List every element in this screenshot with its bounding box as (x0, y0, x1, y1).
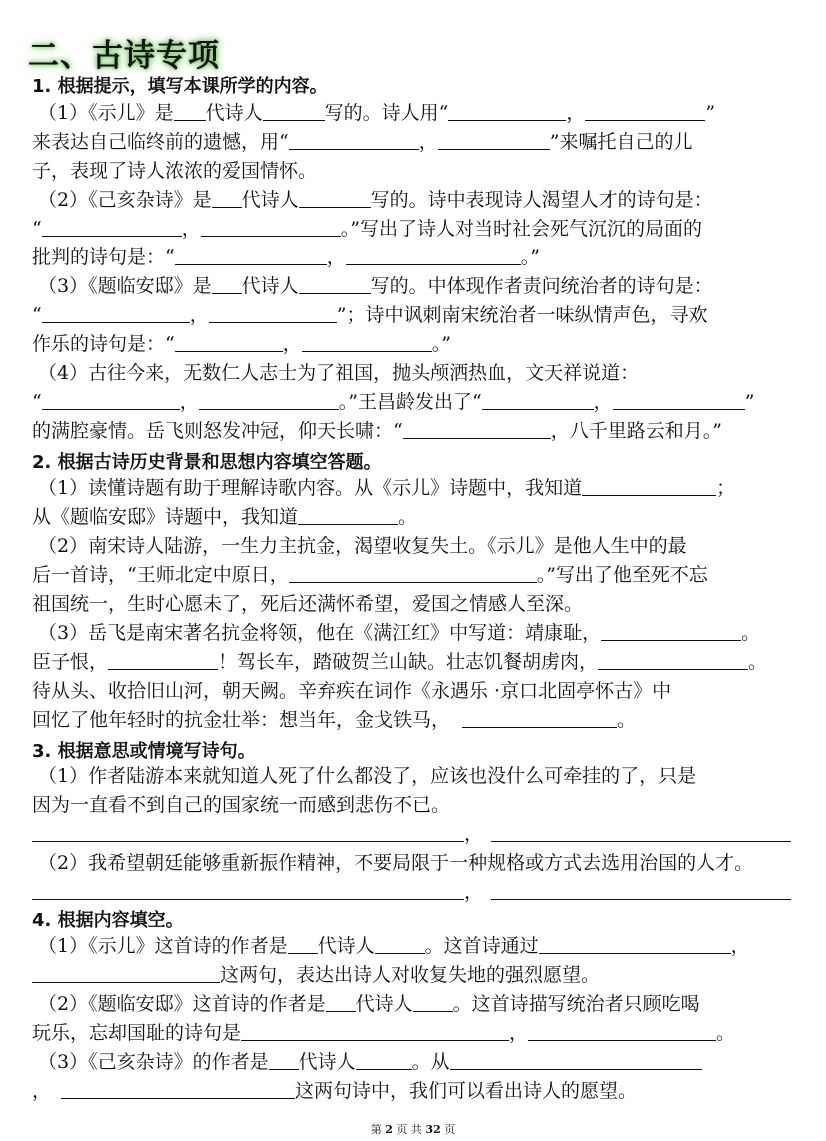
poem-line-blank[interactable] (42, 389, 180, 410)
text-segment: （1）读懂诗题有助于理解诗歌内容。从《示儿》诗题中，我知道 (38, 477, 583, 499)
poem-line-blank[interactable] (289, 129, 419, 150)
text-segment: ， (464, 881, 484, 903)
text-segment: ； (716, 477, 736, 499)
line-18 (38, 619, 794, 647)
poem-line-blank[interactable] (201, 216, 341, 237)
line-12 (32, 417, 794, 445)
dynasty-blank[interactable] (212, 273, 242, 294)
poem-line-blank[interactable] (598, 649, 748, 670)
text-segment: 代诗人 (298, 1051, 356, 1073)
line-15 (38, 532, 794, 560)
poem-line-blank[interactable] (241, 1020, 509, 1041)
text-segment: 。” (431, 333, 451, 355)
line-21 (32, 706, 794, 734)
total-pages: 32 (425, 1123, 441, 1136)
line-2 (32, 128, 794, 156)
text-segment: 。” (520, 246, 540, 268)
text-segment: （1）《示儿》是 (38, 102, 174, 124)
line-28 (32, 1019, 794, 1047)
dynasty-blank[interactable] (212, 187, 242, 208)
line-22 (38, 762, 794, 790)
text-segment: 批判的诗句是：“ (32, 246, 175, 268)
line-29 (38, 1048, 794, 1076)
text-segment: （2）《己亥杂诗》是 (38, 189, 212, 211)
poem-line-blank[interactable] (42, 302, 190, 323)
text-segment: （3）岳飞是南宋著名抗金将领，他在《满江红》中写道：靖康耻， (38, 622, 602, 644)
dynasty-blank[interactable] (288, 933, 318, 954)
poem-line-blank[interactable] (346, 244, 521, 265)
text-segment: “ (32, 218, 42, 240)
text-segment: 。这首诗描写统治者只顾吃喝 (452, 993, 700, 1015)
text-segment: 这两句，表达出诗人对收复失地的强烈愿望。 (220, 964, 601, 986)
question-4-heading: 4. 根据内容填空。 (32, 910, 184, 931)
poem-line-blank[interactable] (528, 1020, 716, 1041)
answer-line-2 (32, 878, 794, 906)
text-segment: ！驾长车，踏破贺兰山缺。壮志饥餐胡虏肉， (218, 651, 599, 673)
poet-blank[interactable] (299, 187, 371, 208)
text-segment: ，八千里路云和月。” (550, 420, 722, 442)
poet-blank[interactable] (299, 273, 371, 294)
text-segment: （1）作者陆游本来就知道人死了什么都没了，应该也没什么可牵挂的了，只是 (38, 765, 697, 787)
text-segment: （2）我希望朝廷能够重新振作精神，不要局限于一种规格或方式去选用治国的人才。 (38, 852, 754, 874)
text-segment: 。 (398, 506, 418, 528)
footer-text: 第 (370, 1123, 382, 1136)
poem-line-blank[interactable] (61, 1078, 295, 1099)
text-segment: ”来嘱托自己的儿 (549, 131, 693, 153)
text-segment: ， (566, 102, 586, 124)
text-segment: 。”王昌龄发出了“ (338, 391, 482, 413)
text-segment: 。 (617, 709, 637, 731)
poem-line-blank[interactable] (482, 389, 594, 410)
text-segment: 。从 (411, 1051, 450, 1073)
text-segment: 待从头、收拾旧山河，朝天阙。辛弃疾在词作《永遇乐 ·京口北固亭怀古》中 (32, 680, 672, 702)
poem-line-blank[interactable] (462, 707, 617, 728)
line-3 (32, 157, 794, 185)
poem-line-blank[interactable] (491, 821, 791, 842)
line-8 (32, 301, 794, 329)
line-10 (38, 359, 794, 387)
line-5 (32, 215, 794, 243)
line-13 (38, 474, 794, 502)
poem-line-blank[interactable] (108, 649, 218, 670)
text-segment: 玩乐，忘却国耻的诗句是 (32, 1022, 242, 1044)
answer-blank[interactable] (582, 475, 716, 496)
text-segment: ， (418, 131, 438, 153)
poem-line-blank[interactable] (539, 933, 731, 954)
text-segment: ， (32, 1080, 52, 1102)
line-4 (38, 186, 794, 214)
text-segment: 后一首诗，“王师北定中原日， (32, 564, 289, 586)
poem-line-blank[interactable] (438, 129, 550, 150)
answer-blank[interactable] (298, 504, 398, 525)
text-segment: 代诗人 (241, 275, 299, 297)
footer-text: 页 (444, 1123, 456, 1136)
text-segment: ， (730, 935, 750, 957)
text-segment: ， (593, 391, 613, 413)
poem-line-blank[interactable] (175, 331, 283, 352)
text-segment: 写的。中体现作者责问统治者的诗句是： (370, 275, 713, 297)
line-1 (38, 99, 794, 127)
text-segment: 代诗人 (317, 935, 375, 957)
question-1-heading: 1. 根据提示，填写本课所学的内容。 (32, 76, 328, 97)
text-segment: 子，表现了诗人浓浓的爱国情怀。 (32, 160, 318, 182)
text-segment: （3）《己亥杂诗》的作者是 (38, 1051, 269, 1073)
text-segment: （2）《题临安邸》这首诗的作者是 (38, 993, 326, 1015)
page-number: 2 (385, 1123, 393, 1136)
poem-line-blank[interactable] (32, 821, 464, 842)
text-segment: （1）《示儿》这首诗的作者是 (38, 935, 288, 957)
text-segment: 作乐的诗句是：“ (32, 333, 175, 355)
text-segment: 代诗人 (205, 102, 263, 124)
poem-line-blank[interactable] (450, 1049, 702, 1070)
poet-blank[interactable] (356, 1049, 412, 1070)
poet-blank[interactable] (375, 933, 425, 954)
line-14 (32, 503, 794, 531)
text-segment: ” (744, 391, 755, 413)
line-27 (38, 990, 794, 1018)
text-segment: 代诗人 (241, 189, 299, 211)
line-7 (38, 272, 794, 300)
text-segment: ， (464, 823, 484, 845)
text-segment: ， (509, 1022, 529, 1044)
poem-line-blank[interactable] (32, 879, 464, 900)
poem-line-blank[interactable] (613, 389, 745, 410)
text-segment: 这两句诗中，我们可以看出诗人的愿望。 (295, 1080, 638, 1102)
line-17 (32, 590, 794, 618)
line-20 (32, 677, 794, 705)
poem-line-blank[interactable] (289, 562, 537, 583)
text-segment: 。 (741, 622, 761, 644)
poem-line-blank[interactable] (209, 302, 337, 323)
text-segment: 写的。诗中表现诗人渴望人才的诗句是： (370, 189, 713, 211)
line-25 (38, 932, 794, 960)
line-11 (32, 388, 794, 416)
poem-line-blank[interactable] (42, 216, 182, 237)
dynasty-blank[interactable] (269, 1049, 299, 1070)
poem-line-blank[interactable] (175, 244, 327, 265)
line-30 (32, 1077, 794, 1105)
text-segment: 。 (748, 651, 768, 673)
text-segment: 祖国统一，生时心愿未了，死后还满怀希望，爱国之情感人至深。 (32, 593, 584, 615)
text-segment: 。”写出了诗人对当时社会死气沉沉的局面的 (340, 218, 702, 240)
text-segment: （3）《题临安邸》是 (38, 275, 212, 297)
text-segment: （4）古往今来，无数仁人志士为了祖国，抛头颅洒热血，文天祥说道： (38, 362, 640, 384)
line-6 (32, 243, 794, 271)
line-26 (32, 961, 794, 989)
text-segment: 代诗人 (355, 993, 413, 1015)
poem-line-blank[interactable] (601, 620, 741, 641)
text-segment: 回忆了他年轻时的抗金壮举：想当年，金戈铁马， (32, 709, 451, 731)
text-segment: ， (282, 333, 302, 355)
poem-line-blank[interactable] (403, 418, 551, 439)
poem-line-blank[interactable] (199, 389, 339, 410)
line-19 (32, 648, 794, 676)
text-segment: ” (705, 102, 716, 124)
question-3-heading: 3. 根据意思或情境写诗句。 (32, 741, 256, 762)
question-2-heading: 2. 根据古诗历史背景和思想内容填空答题。 (32, 452, 382, 473)
dynasty-blank[interactable] (326, 991, 356, 1012)
text-segment: 从《题临安邸》诗题中，我知道 (32, 506, 299, 528)
line-23 (32, 791, 794, 819)
poem-line-blank[interactable] (585, 100, 705, 121)
text-segment: 因为一直看不到自己的国家统一而感到悲伤不已。 (32, 794, 451, 816)
text-segment: ， (189, 304, 209, 326)
text-segment: （2）南宋诗人陆游，一生力主抗金，渴望收复失土。《示儿》是他人生中的最 (38, 535, 687, 557)
text-segment: 的满腔豪情。岳飞则怒发冲冠，仰天长啸：“ (32, 420, 403, 442)
text-segment: ”；诗中讽刺南宋统治者一味纵情声色，寻欢 (336, 304, 708, 326)
text-segment: 来表达自己临终前的遗憾，用“ (32, 131, 289, 153)
text-segment: ， (179, 391, 199, 413)
section-title: 二、古诗专项 (28, 38, 220, 74)
text-segment: 。”写出了他至死不忘 (536, 564, 708, 586)
text-segment: “ (32, 304, 42, 326)
footer-text: 页 共 (396, 1123, 422, 1136)
poem-line-blank[interactable] (491, 879, 791, 900)
poet-blank[interactable] (263, 100, 325, 121)
answer-line-1 (32, 820, 794, 848)
line-9 (32, 330, 794, 358)
line-16 (32, 561, 794, 589)
page-footer (0, 1121, 826, 1137)
text-segment: ， (181, 218, 201, 240)
text-segment: 臣子恨， (32, 651, 109, 673)
poem-line-blank[interactable] (302, 331, 432, 352)
poem-line-blank[interactable] (32, 962, 220, 983)
line-24 (38, 849, 794, 877)
text-segment: 。这首诗通过 (424, 935, 539, 957)
text-segment: 写的。诗人用“ (324, 102, 449, 124)
text-segment: “ (32, 391, 42, 413)
dynasty-blank[interactable] (174, 100, 206, 121)
poet-blank[interactable] (413, 991, 453, 1012)
poem-line-blank[interactable] (448, 100, 566, 121)
text-segment: ， (326, 246, 346, 268)
text-segment: 。 (716, 1022, 736, 1044)
